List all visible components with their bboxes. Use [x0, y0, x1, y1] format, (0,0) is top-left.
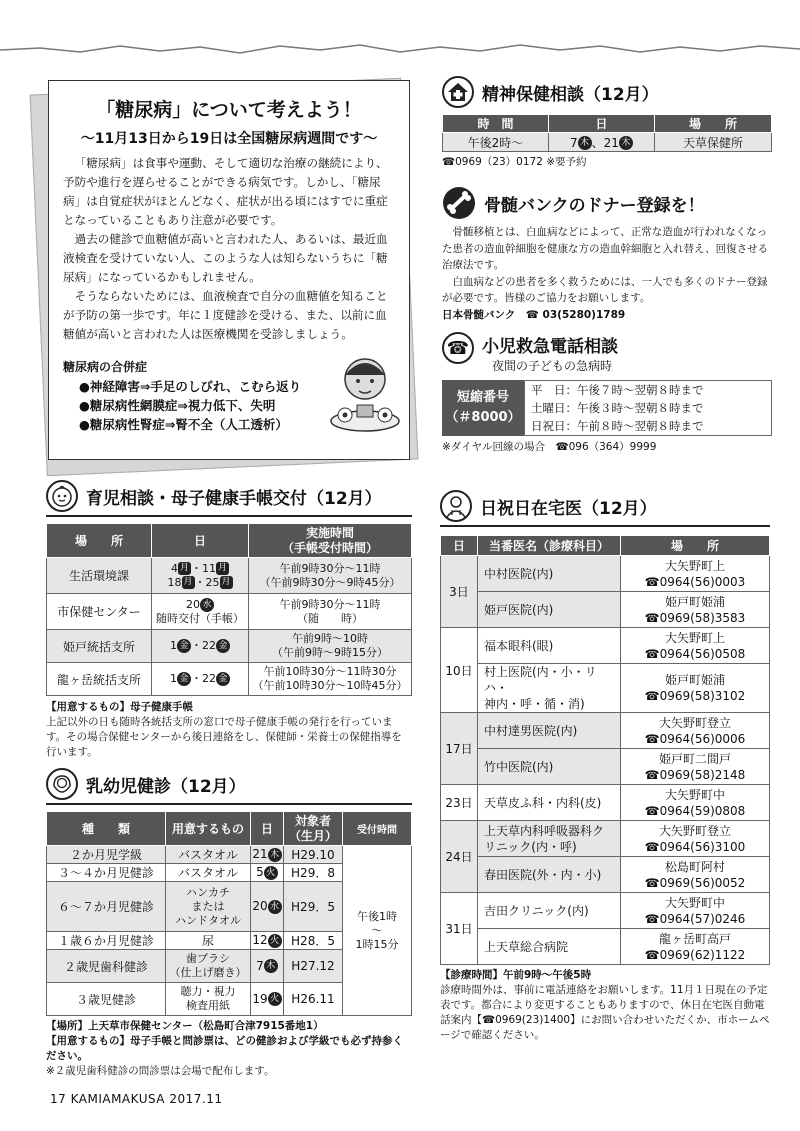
diabetes-body: [63, 154, 395, 344]
diabetes-card: [48, 80, 410, 460]
mental-time: 午後2時～: [443, 133, 549, 152]
mental-contact: [442, 155, 772, 170]
marrow-paragraph: 骨髄移植とは、白血病などによって、正常な造血が行われなくなった患者の造血幹細胞を健康な方の造血幹細胞と入れ替え、回復させる治療法です。: [442, 226, 769, 271]
table-row: 31日 吉田クリニック(内) 大矢野町中 ☎ 0964(57)0246: [441, 893, 770, 929]
child-emergency-box: [442, 380, 772, 436]
hours-item: 土曜日：午後３時～翌朝８時まで: [531, 401, 704, 415]
hours-item: 平 日：午後７時～翌朝８時まで: [531, 383, 704, 397]
child-emergency-title: 小児救急電話相談: [482, 337, 618, 357]
infant-bring-note: 【用意するもの】母子手帳と問診票は、どの健診および学級でも必ず持参ください。: [46, 1035, 403, 1062]
infant-table: 種 類 用意するもの 日 対象者 （生月） 受付時間 ２か月児学級 バスタオル 21 木 H29.10 午後1時 ～ 1時15分 ３～４か月児健診 バスタオル 5 火 H29．8 ６～７か月児健診 ハンカチ または ハンドタオル 20 水 H29．5 １歳６か月児健診 尿 12 火 H28．5 ２歳児歯科健診 歯ブラシ （仕上げ磨き） 7 木 H27.12 ３歳児健診 聴力・視力 検査用紙 19 火 H26.11: [46, 811, 412, 1016]
marrow-org: 日本骨髄バンク: [442, 308, 516, 321]
bone-marrow-title: 骨髄バンクのドナー登録を！: [484, 195, 705, 216]
table-row: 春田医院(外・内・小) 松島町阿村 ☎ 0969(56)0052: [441, 857, 770, 893]
infant-place-note: 【場所】上天草市保健センター（松島町合津7915番地1）: [46, 1020, 324, 1032]
sweets-illustration-icon: [327, 349, 403, 435]
header-time: 時 間: [443, 115, 549, 133]
short-number-box: [442, 380, 524, 436]
holiday-doctor-section: [440, 490, 770, 1043]
table-row: 17日 中村達男医院(内) 大矢野町登立 ☎ 0964(56)0006: [441, 713, 770, 749]
mental-health-title: 精神保健相談（12月）: [482, 84, 659, 105]
table-row: 上天草総合病院 龍ヶ岳町高戸 ☎ 0969(62)1122: [441, 929, 770, 965]
dial-tel: 096（364）9999: [568, 441, 657, 453]
header-day: 日: [549, 115, 655, 133]
title-underline: [440, 525, 770, 527]
table-row: ３歳児健診 聴力・視力 検査用紙 19 火 H26.11: [47, 983, 412, 1016]
short-number: （＃8000）: [445, 410, 521, 425]
childcare-note: 上記以外の日も随時各統括支所の窓口で母子健康手帳の発行を行っています。その場合保健センターから後日連絡をし、保健師・栄養士の保健指導を行います。: [46, 716, 402, 758]
bone-marrow-body: [442, 224, 772, 323]
diabetes-paragraph: 「糖尿病」は食事や運動、そして適切な治療の継続により、予防や進行を遅らせることができる病気です。しかし、「糖尿病」は自覚症状がほとんどなく、症状が出る頃にはすでに重症となっていることもあり注意が必要です。: [63, 156, 388, 227]
childcare-bring: 【用意するもの】母子健康手帳: [46, 701, 193, 713]
house-cross-icon: [442, 76, 474, 108]
childcare-title: 育児相談・母子健康手帳交付（12月）: [86, 488, 382, 509]
mental-tel: 0969（23）0172: [455, 156, 543, 168]
table-row: 村上医院(内・小・リハ・ 神内・呼・循・消) 姫戸町姫浦 ☎ 0969(58)3102: [441, 664, 770, 713]
infant-question-note: ※２歳児歯科健診の問診票は会場で配布します。: [46, 1065, 275, 1077]
torn-edge-decoration: [0, 0, 800, 58]
holiday-doctor-table: 日 当番医名（診療科目） 場 所 3日 中村医院(内) 大矢野町上 ☎ 0964(56)0003 姫戸医院(内) 姫戸町姫浦 ☎ 0969(58)3583 10日 福本眼科(眼) 大矢野町上 ☎ 0964(56)0508 村上医院(内・小・リハ・ 神内・呼・循・消) 姫戸町姫浦 ☎ 0969(58)3102 17日 中村達男医院(内) 大矢野町登立 ☎ 0964(56)0006 竹中医院(内) 姫戸町二間戸 ☎ 0969(58)2148 23日 天草皮ふ科・内科(皮) 大矢野町中 ☎ 0964(59)0808 24日 上天草内科呼吸器科ク リニック(内・呼) 大矢野町登立 ☎ 0964(56)3100 春田医院(外・内・小) 松島町阿村 ☎ 0969(56)0052 31日 吉田クリニック(内) 大矢野町中 ☎ 0964(57)0246 上天草総合病院 龍ヶ岳町高戸 ☎ 0969(62)1122: [440, 535, 770, 965]
title-underline: [46, 515, 412, 517]
bone-marrow-section: [442, 186, 772, 323]
hours-item: 日祝日：午前８時～翌朝８時まで: [531, 419, 704, 433]
infant-icon: [46, 768, 78, 800]
header-place: 場 所: [47, 524, 152, 558]
mental-place: 天草保健所: [655, 133, 772, 152]
table-row: ２歳児歯科健診 歯ブラシ （仕上げ磨き） 7 木 H27.12: [47, 950, 412, 983]
mental-health-table: [442, 114, 772, 152]
table-row: 3日 中村医院(内) 大矢野町上 ☎ 0964(56)0003: [441, 556, 770, 592]
doctor-icon: [440, 490, 472, 522]
diabetes-paragraph: そうならないためには、血液検査で自分の血糖値を知ることが予防の第一歩です。年に１度健診を受ける、また、以前に血糖値が高いと言われた人は医療機関を受診しましょう。: [63, 289, 388, 341]
table-row: 24日 上天草内科呼吸器科ク リニック(内・呼) 大矢野町登立 ☎ 0964(56)3100: [441, 821, 770, 857]
doctor-note: 診療時間外は、事前に電話連絡をお願いします。11月１日現在の予定表です。都合により変更することもありますので、休日在宅医自動電話案内【☎0969(23)1400】にお問い合わせいただくか、市ホームページで確認ください。: [440, 984, 770, 1041]
table-row: ２か月児学級 バスタオル 21 木 H29.10 午後1時 ～ 1時15分: [47, 846, 412, 864]
complication-item: ●神経障害⇒手足のしびれ、こむら返り: [79, 379, 302, 394]
complications-title: 糖尿病の合併症: [63, 360, 148, 374]
table-row: ６～７か月児健診 ハンカチ または ハンドタオル 20 水 H29．5: [47, 882, 412, 932]
issue-date: 2017.11: [169, 1092, 223, 1106]
doctor-hours-note: 【診療時間】午前9時～午後5時: [440, 969, 592, 981]
holiday-doctor-title: 日祝日在宅医（12月）: [480, 498, 657, 519]
baby-face-icon: [46, 480, 78, 512]
marrow-tel: 03(5280)1789: [542, 308, 626, 321]
magazine-name: KAMIAMAKUSA: [70, 1092, 166, 1106]
header-time: 実施時間 （手帳受付時間）: [249, 524, 412, 558]
childcare-table: [46, 523, 412, 696]
table-row: 竹中医院(内) 姫戸町二間戸 ☎ 0969(58)2148: [441, 749, 770, 785]
table-row: 10日 福本眼科(眼) 大矢野町上 ☎ 0964(56)0508: [441, 628, 770, 664]
diabetes-paragraph: 過去の健診で血糖値が高いと言われた人、あるいは、最近血液検査を受けていない人、このような人は知らないうちに「糖尿病」になっているかもしれません。: [63, 232, 388, 284]
table-row: 姫戸統括支所 1 金 ・22 金 午前9時～10時 （午前9時～9時15分）: [47, 630, 412, 663]
phone-icon: [442, 156, 455, 168]
hours-list: [524, 380, 772, 436]
infant-section: [46, 768, 412, 1079]
page-number: 17: [50, 1092, 67, 1106]
complication-item: ●糖尿病性網膜症⇒視力低下、失明: [79, 398, 276, 413]
table-row: 龍ヶ岳統括支所 1 金 ・22 金 午前10時30分～11時30分 （午前10時30分～10時45分）: [47, 663, 412, 696]
mental-tel-note: ※要予約: [546, 156, 587, 168]
diabetes-title: 「糖尿病」について考えよう！: [96, 99, 362, 121]
childcare-section: [46, 480, 412, 760]
table-row: 生活環境課 4 月 ・11 月 18 月 ・25 月 午前9時30分～11時 （午前9時30分～9時45分）: [47, 558, 412, 594]
table-row: ３～４か月児健診 バスタオル 5 火 H29．8: [47, 864, 412, 882]
phone-icon: [555, 441, 568, 453]
header-place: 場 所: [655, 115, 772, 133]
complication-item: ●糖尿病性腎症⇒腎不全（人工透析）: [79, 417, 288, 432]
infant-title: 乳幼児健診（12月）: [86, 776, 246, 797]
table-row: 市保健センター 20 水 随時交付（手帳） 午前9時30分～11時 （随 時）: [47, 594, 412, 630]
diabetes-subtitle: ～11月13日から19日は全国糖尿病週間です～: [80, 131, 378, 147]
telephone-icon: ☎: [442, 332, 474, 364]
child-emergency-section: [442, 332, 772, 455]
reception-time: 午後1時 ～ 1時15分: [343, 846, 412, 1016]
short-number-label: 短縮番号: [456, 390, 509, 405]
child-emergency-subtitle: 夜間の子どもの急病時: [492, 359, 613, 373]
phone-icon: [526, 309, 539, 321]
table-row: １歳６か月児健診 尿 12 火 H28．5: [47, 932, 412, 950]
marrow-contact: [442, 307, 772, 324]
title-underline: [46, 803, 412, 805]
table-row: 姫戸医院(内) 姫戸町姫浦 ☎ 0969(58)3583: [441, 592, 770, 628]
header-day: 日: [152, 524, 249, 558]
bone-icon: [442, 186, 476, 220]
table-row: 23日 天草皮ふ科・内科(皮) 大矢野町中 ☎ 0964(59)0808: [441, 785, 770, 821]
mental-days: 7 木 、21 木: [549, 133, 655, 152]
mental-health-section: [442, 76, 772, 170]
dial-note: ※ダイヤル回線の場合 ☎ 096（364）9999: [442, 440, 772, 455]
marrow-paragraph: 白血病などの患者を多く救うためには、一人でも多くのドナー登録が必要です。皆様のご協力をお願いします。: [442, 275, 768, 304]
page-footer: [50, 1092, 222, 1106]
